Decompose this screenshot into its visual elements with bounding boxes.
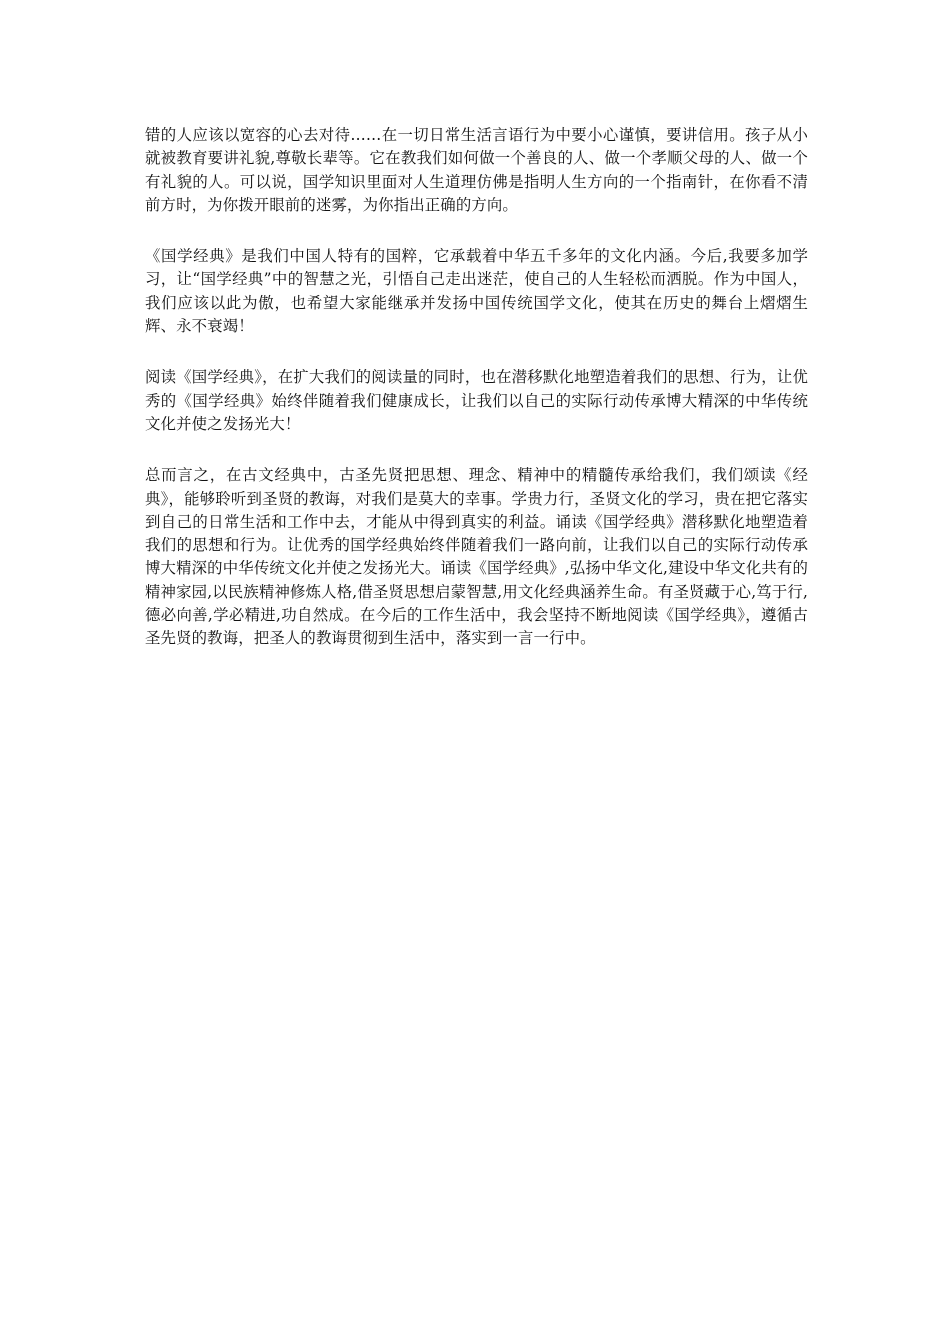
paragraph-4: 总而言之，在古文经典中，古圣先贤把思想、理念、精神中的精髓传承给我们，我们颂读《经典》，能够聆听到圣贤的教诲，对我们是莫大的幸事。学贵力行，圣贤文化的学习，贵在把它落实到自己的日常生活和工作中去，才能从中得到真实的利益。诵读《国学经典》潜移默化地塑造着我们的思想和行为。让优秀的国学经典始终伴随着我们一路向前，让我们以自己的实际行动传承博大精深的中华传统文化并使之发扬光大。诵读《国学经典》,弘扬中华文化,建设中华文化共有的精神家园,以民族精神修炼人格,借圣贤思想启蒙智慧,用文化经典涵养生命。有圣贤藏于心,笃于行,德必向善,学必精进,功自然成。在今后的工作生活中，我会坚持不断地阅读《国学经典》，遵循古圣先贤的教诲，把圣人的教诲贯彻到生活中，落实到一言一行中。 [145, 466, 808, 648]
paragraph-3: 阅读《国学经典》，在扩大我们的阅读量的同时，也在潜移默化地塑造着我们的思想、行为，让优秀的《国学经典》始终伴随着我们健康成长，让我们以自己的实际行动传承博大精深的中华传统文化并使之发扬光大！ [145, 368, 808, 433]
paragraph-1: 错的人应该以宽容的心去对待……在一切日常生活言语行为中要小心谨慎，要讲信用。孩子从小就被教育要讲礼貌,尊敬长辈等。它在教我们如何做一个善良的人、做一个孝顺父母的人、做一个有礼貌的人。可以说，国学知识里面对人生道理仿佛是指明人生方向的一个指南针，在你看不清前方时，为你拨开眼前的迷雾，为你指出正确的方向。 [145, 126, 808, 214]
paragraph-2: 《国学经典》是我们中国人特有的国粹，它承载着中华五千多年的文化内涵。今后,我要多加学习，让“国学经典”中的智慧之光，引悟自己走出迷茫，使自己的人生轻松而洒脱。作为中国人，我们应该以此为傲，也希望大家能继承并发扬中国传统国学文化，使其在历史的舞台上熠熠生辉、永不衰竭！ [145, 247, 808, 336]
document-body [145, 124, 808, 679]
